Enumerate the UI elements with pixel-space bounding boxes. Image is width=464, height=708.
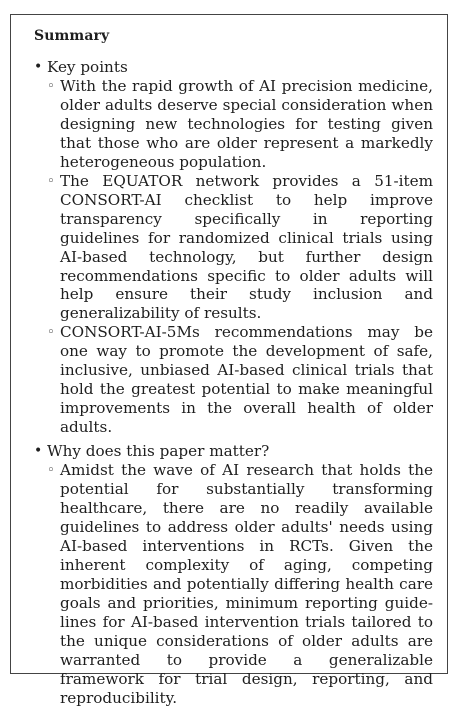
section-why-matter: [34, 442, 433, 707]
list-item: [47, 461, 433, 707]
circle-bullet-icon: ◦: [47, 173, 55, 189]
list-item: [47, 77, 433, 172]
summary-title: Summary: [34, 28, 110, 44]
section-heading: Key points: [47, 58, 128, 76]
circle-bullet-icon: ◦: [47, 325, 55, 341]
summary-box: [10, 14, 448, 707]
circle-bullet-icon: ◦: [47, 79, 55, 94]
list-item-text: CONSORT-AI-5Ms recommendations may be one way to promote the development of safe, inclusive, unbiased AI-based clinical trials that hold the greatest potential to make meaningful improvements in the overall health of older adults.: [60, 323, 433, 437]
circle-bullet-icon: ◦: [47, 463, 55, 479]
bullet-icon: •: [34, 443, 43, 460]
section-key-points: [34, 58, 433, 437]
section-heading: Why does this paper matter?: [47, 442, 270, 461]
section-list: [34, 58, 433, 708]
list-item-text: Amidst the wave of AI research that holds the potential for substantially transforming healthcare, there are no readily available guidelines to address older adults' needs using AI-based interventions in RCTs. Given the inherent complexity of aging, competing morbidities and potentially differing health care goals and priorities, minimum reporting guidelines for AI-based intervention trials tailored to the unique considerations of older adults are warranted to provide a generalizable framework for trial design, reporting, and reproducibility.: [60, 461, 433, 707]
list-item-text: The EQUATOR network provides a 51-item CONSORT-AI checklist to help improve transparency specifically in reporting guidelines for randomized clinical trials using AI-based technology, but further design recommendations specific to older adults will help ensure their study inclusion and generalizability of results.: [60, 171, 433, 323]
why-matter-list: [47, 461, 433, 707]
bullet-icon: •: [34, 59, 43, 75]
list-item: [47, 323, 433, 437]
key-points-list: [47, 77, 433, 437]
list-item: [47, 172, 433, 324]
list-item-text: With the rapid growth of AI precision medicine, older adults deserve special consideration when designing new technologies for testing given that those who are older represent a markedly heterogeneous population.: [60, 77, 433, 171]
